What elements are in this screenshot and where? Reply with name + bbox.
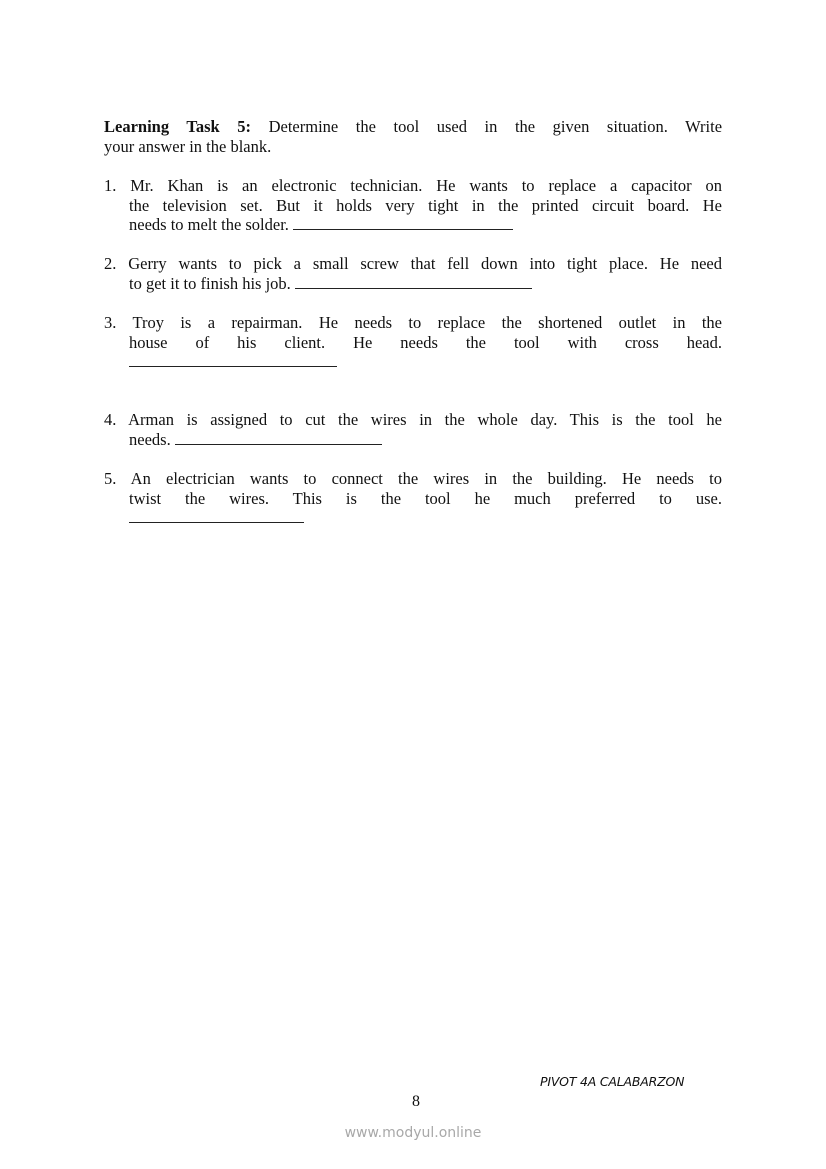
answer-blank[interactable] [175,430,382,445]
publisher-footer: PIVOT 4A CALABARZON [540,1074,685,1089]
answer-blank[interactable] [295,274,532,289]
task-label: Learning Task 5: [104,117,252,136]
question-number: 5. [104,469,117,488]
answer-blank[interactable] [129,352,337,367]
question-number: 2. [104,254,117,273]
question-text: house of his client. He needs the tool with cross head. [129,332,722,352]
task-instructions [104,117,722,156]
question-2 [104,254,722,293]
question-text: needs to melt the solder. [129,215,289,235]
question-text: Mr. Khan is an electronic technician. He wants to replace a capacitor on [130,176,722,195]
answer-blank[interactable] [129,508,304,523]
question-text: Arman is assigned to cut the wires in the whole day. This is the tool he [128,410,723,429]
page-number: 8 [412,1093,420,1110]
question-text: the television set. But it holds very tight in the printed circuit board. He [129,195,722,215]
answer-blank[interactable] [293,215,513,230]
question-text: twist the wires. This is the tool he much preferred to use. [129,488,722,508]
question-text: Troy is a repairman. He needs to replace the shortened outlet in the [132,313,723,332]
question-3 [104,313,722,372]
question-text: to get it to finish his job. [129,273,291,293]
question-number: 1. [104,176,117,195]
instruction-text-cont: your answer in the blank. [104,136,272,156]
question-1 [104,176,722,235]
question-number: 4. [104,410,117,429]
question-5 [104,469,722,528]
question-number: 3. [104,313,117,332]
question-text: needs. [129,429,171,449]
watermark: www.modyul.online [344,1125,482,1141]
question-4 [104,410,722,449]
instruction-text: Determine the tool used in the given situation. Write [268,117,723,136]
question-text: Gerry wants to pick a small screw that fell down into tight place. He need [128,254,723,273]
question-text: An electrician wants to connect the wires in the building. He needs to [130,469,722,488]
